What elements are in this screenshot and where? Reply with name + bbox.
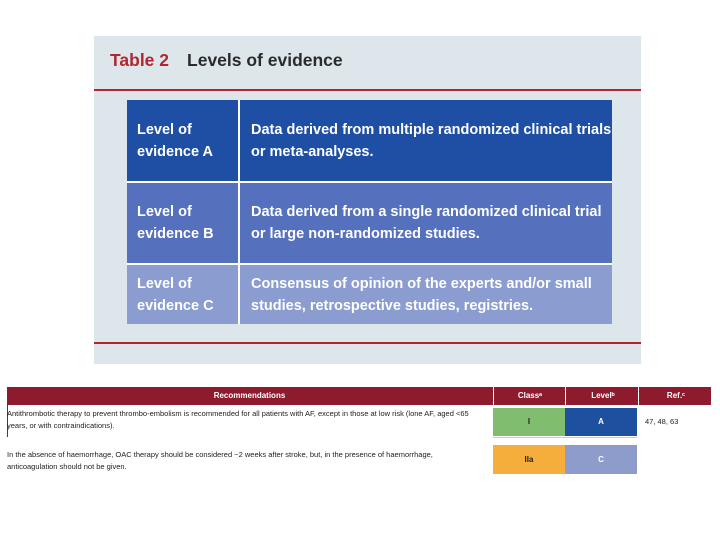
evidence-desc-a: Data derived from multiple randomized clinical trials or meta-analyses. (251, 121, 612, 160)
header-class: Classᵃ (517, 391, 543, 400)
evidence-level-a: Level of evidence A (127, 100, 240, 181)
header-level: Levelᵇ (591, 391, 615, 400)
header-recommendations: Recommendations (213, 391, 286, 400)
evidence-desc-c: Consensus of opinion of the experts and/or small studies, retrospective studies, registries. (251, 275, 592, 314)
recommendation-text-1: Antithrombotic therapy to prevent thrombo-embolism is recommended for all patients with AF, except in those at low risk (lone AF, aged <65 years, or with contraindications). (7, 409, 469, 430)
evidence-row-b (127, 181, 612, 263)
level-badge-2: C (565, 445, 637, 474)
table2-top-rule (94, 89, 641, 91)
table2-panel (94, 36, 641, 364)
header-divider (565, 387, 566, 405)
level-badge-1: A (565, 408, 637, 436)
evidence-table (127, 100, 612, 324)
class-badge-1: I (493, 408, 565, 436)
table2-title (110, 50, 343, 71)
evidence-level-b: Level of evidence B (127, 183, 240, 263)
ref-cell-1: 47, 48, 63 (645, 417, 679, 426)
recommendations-header (7, 387, 711, 405)
recommendation-text-2: In the absence of haemorrhage, OAC therapy should be considered ~2 weeks after stroke, but, in the presence of haemorrhage, anticoagulation should not be given. (7, 450, 433, 471)
header-ref: Ref.ᶜ (666, 391, 686, 400)
row-separator (493, 437, 637, 438)
header-divider (638, 387, 639, 405)
class-badge-2: IIa (493, 445, 565, 474)
header-divider (493, 387, 494, 405)
evidence-row-a (127, 100, 612, 181)
table2-number: Table 2 (110, 50, 170, 70)
table2-heading: Levels of evidence (187, 50, 343, 70)
evidence-level-c: Level of evidence C (127, 265, 240, 324)
table2-bottom-rule (94, 342, 641, 344)
evidence-row-c (127, 263, 612, 324)
evidence-desc-b: Data derived from a single randomized clinical trial or large non-randomized studies. (251, 204, 602, 242)
